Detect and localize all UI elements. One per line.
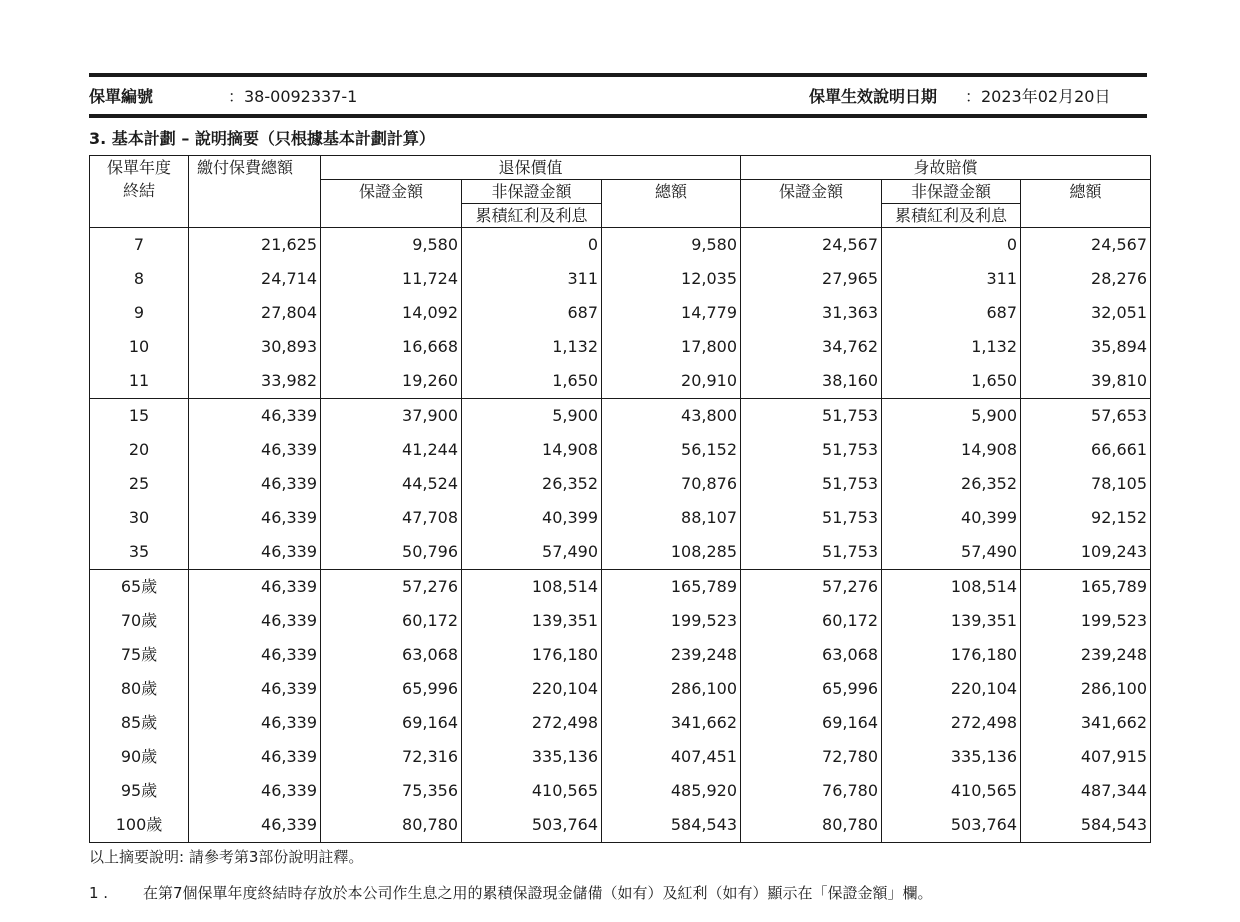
table-cell: 26,352 — [882, 467, 1021, 501]
table-cell: 24,567 — [741, 228, 882, 263]
table-cell: 70歲 — [90, 604, 189, 638]
table-cell: 56,152 — [602, 433, 741, 467]
policy-number-label: 保單編號 — [89, 87, 154, 106]
table-cell: 92,152 — [1021, 501, 1151, 535]
table-cell: 9 — [90, 296, 189, 330]
table-cell: 407,915 — [1021, 740, 1151, 774]
table-cell: 199,523 — [1021, 604, 1151, 638]
table-cell: 14,092 — [321, 296, 462, 330]
table-cell: 76,780 — [741, 774, 882, 808]
table-row — [90, 672, 1151, 706]
table-cell: 80,780 — [741, 808, 882, 843]
table-cell: 31,363 — [741, 296, 882, 330]
table-cell: 335,136 — [882, 740, 1021, 774]
table-cell: 286,100 — [602, 672, 741, 706]
table-cell: 485,920 — [602, 774, 741, 808]
table-cell: 51,753 — [741, 467, 882, 501]
table-cell: 50,796 — [321, 535, 462, 570]
table-cell: 75,356 — [321, 774, 462, 808]
table-cell: 335,136 — [462, 740, 602, 774]
table-cell: 63,068 — [321, 638, 462, 672]
table-cell: 41,244 — [321, 433, 462, 467]
table-cell: 108,514 — [462, 570, 602, 605]
year-header-line1: 保單年度 — [106, 158, 171, 177]
surrender-non-guaranteed-header: 非保證金額 — [462, 180, 602, 204]
table-cell: 239,248 — [1021, 638, 1151, 672]
table-row — [90, 262, 1151, 296]
table-cell: 46,339 — [189, 433, 321, 467]
summary-note: 以上摘要說明: 請參考第3部份說明註釋。 — [89, 848, 364, 866]
table-row — [90, 740, 1151, 774]
table-cell: 28,276 — [1021, 262, 1151, 296]
table-cell: 70,876 — [602, 467, 741, 501]
table-cell: 57,490 — [882, 535, 1021, 570]
table-cell: 165,789 — [1021, 570, 1151, 605]
table-row — [90, 467, 1151, 501]
table-cell: 35,894 — [1021, 330, 1151, 364]
table-cell: 30,893 — [189, 330, 321, 364]
table-cell: 57,276 — [321, 570, 462, 605]
table-cell: 80,780 — [321, 808, 462, 843]
table-cell: 5,900 — [462, 399, 602, 434]
table-cell: 14,908 — [882, 433, 1021, 467]
table-cell: 38,160 — [741, 364, 882, 399]
table-cell: 75歲 — [90, 638, 189, 672]
table-cell: 40,399 — [882, 501, 1021, 535]
table-cell: 272,498 — [462, 706, 602, 740]
table-cell: 32,051 — [1021, 296, 1151, 330]
table-cell: 24,567 — [1021, 228, 1151, 263]
table-cell: 46,339 — [189, 740, 321, 774]
table-cell: 7 — [90, 228, 189, 263]
table-row — [90, 364, 1151, 399]
table-cell: 341,662 — [1021, 706, 1151, 740]
table-cell: 33,982 — [189, 364, 321, 399]
table-cell: 0 — [882, 228, 1021, 263]
table-cell: 1,650 — [882, 364, 1021, 399]
death-benefit-header: 身故賠償 — [741, 156, 1151, 180]
year-header — [90, 156, 189, 228]
table-cell: 57,490 — [462, 535, 602, 570]
table-cell: 1,132 — [462, 330, 602, 364]
table-cell: 46,339 — [189, 467, 321, 501]
table-cell: 14,779 — [602, 296, 741, 330]
table-cell: 220,104 — [882, 672, 1021, 706]
table-cell: 407,451 — [602, 740, 741, 774]
table-cell: 47,708 — [321, 501, 462, 535]
table-cell: 20,910 — [602, 364, 741, 399]
table-cell: 37,900 — [321, 399, 462, 434]
table-cell: 46,339 — [189, 535, 321, 570]
table-cell: 72,780 — [741, 740, 882, 774]
table-cell: 0 — [462, 228, 602, 263]
table-cell: 46,339 — [189, 672, 321, 706]
surrender-accumulated-header: 累積紅利及利息 — [462, 204, 602, 228]
table-cell: 24,714 — [189, 262, 321, 296]
table-cell: 1,132 — [882, 330, 1021, 364]
table-cell: 80歲 — [90, 672, 189, 706]
table-cell: 78,105 — [1021, 467, 1151, 501]
table-cell: 69,164 — [321, 706, 462, 740]
note-item-1 — [89, 882, 933, 904]
table-cell: 27,965 — [741, 262, 882, 296]
table-cell: 43,800 — [602, 399, 741, 434]
table-cell: 9,580 — [321, 228, 462, 263]
table-cell: 20 — [90, 433, 189, 467]
table-cell: 16,668 — [321, 330, 462, 364]
table-cell: 46,339 — [189, 570, 321, 605]
table-cell: 46,339 — [189, 501, 321, 535]
table-cell: 72,316 — [321, 740, 462, 774]
table-cell: 51,753 — [741, 501, 882, 535]
table-row — [90, 433, 1151, 467]
table-row — [90, 296, 1151, 330]
table-cell: 503,764 — [882, 808, 1021, 843]
table-cell: 57,653 — [1021, 399, 1151, 434]
table-cell: 35 — [90, 535, 189, 570]
effective-date-value: ：2023年02月20日 — [965, 87, 1111, 106]
table-cell: 30 — [90, 501, 189, 535]
table-cell: 239,248 — [602, 638, 741, 672]
table-cell: 139,351 — [462, 604, 602, 638]
table-cell: 46,339 — [189, 706, 321, 740]
death-total-header: 總額 — [1021, 180, 1151, 228]
table-cell: 44,524 — [321, 467, 462, 501]
table-cell: 272,498 — [882, 706, 1021, 740]
table-row — [90, 570, 1151, 605]
table-cell: 57,276 — [741, 570, 882, 605]
table-cell: 40,399 — [462, 501, 602, 535]
table-cell: 85歲 — [90, 706, 189, 740]
table-cell: 1,650 — [462, 364, 602, 399]
note-item-1-text: 在第7個保單年度終結時存放於本公司作生息之用的累積保證現金儲備（如有）及紅利（如有）顯示在「保證金額」欄。 — [143, 884, 933, 902]
table-cell: 25 — [90, 467, 189, 501]
policy-number-value: ：38-0092337-1 — [228, 87, 358, 106]
header-rule — [89, 114, 1147, 118]
table-cell: 12,035 — [602, 262, 741, 296]
table-cell: 584,543 — [1021, 808, 1151, 843]
table-cell: 69,164 — [741, 706, 882, 740]
table-cell: 165,789 — [602, 570, 741, 605]
table-cell: 65,996 — [321, 672, 462, 706]
table-cell: 11 — [90, 364, 189, 399]
table-cell: 46,339 — [189, 638, 321, 672]
section-title: 3. 基本計劃 – 說明摘要（只根據基本計劃計算） — [89, 129, 435, 148]
table-cell: 51,753 — [741, 433, 882, 467]
surrender-guaranteed-header: 保證金額 — [321, 180, 462, 228]
death-guaranteed-header: 保證金額 — [741, 180, 882, 228]
illustration-table — [89, 155, 1151, 843]
table-cell: 46,339 — [189, 774, 321, 808]
table-cell: 65歲 — [90, 570, 189, 605]
table-cell: 487,344 — [1021, 774, 1151, 808]
table-cell: 46,339 — [189, 399, 321, 434]
death-non-guaranteed-header: 非保證金額 — [882, 180, 1021, 204]
table-row — [90, 399, 1151, 434]
table-cell: 503,764 — [462, 808, 602, 843]
table-cell: 176,180 — [882, 638, 1021, 672]
table-cell: 410,565 — [462, 774, 602, 808]
year-header-line2: 終結 — [122, 181, 155, 200]
table-cell: 410,565 — [882, 774, 1021, 808]
table-cell: 286,100 — [1021, 672, 1151, 706]
table-cell: 90歲 — [90, 740, 189, 774]
surrender-value-header: 退保價值 — [321, 156, 741, 180]
table-cell: 39,810 — [1021, 364, 1151, 399]
table-cell: 26,352 — [462, 467, 602, 501]
effective-date-label: 保單生效說明日期 — [809, 87, 938, 106]
table-cell: 108,514 — [882, 570, 1021, 605]
table-cell: 46,339 — [189, 808, 321, 843]
table-cell: 11,724 — [321, 262, 462, 296]
table-cell: 109,243 — [1021, 535, 1151, 570]
table-cell: 5,900 — [882, 399, 1021, 434]
table-cell: 687 — [462, 296, 602, 330]
table-row — [90, 535, 1151, 570]
death-accumulated-header: 累積紅利及利息 — [882, 204, 1021, 228]
table-cell: 60,172 — [741, 604, 882, 638]
table-cell: 139,351 — [882, 604, 1021, 638]
table-cell: 51,753 — [741, 399, 882, 434]
table-cell: 46,339 — [189, 604, 321, 638]
table-cell: 341,662 — [602, 706, 741, 740]
table-cell: 66,661 — [1021, 433, 1151, 467]
table-cell: 63,068 — [741, 638, 882, 672]
table-cell: 27,804 — [189, 296, 321, 330]
table-cell: 100歲 — [90, 808, 189, 843]
surrender-total-header: 總額 — [602, 180, 741, 228]
table-row — [90, 330, 1151, 364]
table-cell: 311 — [882, 262, 1021, 296]
table-cell: 19,260 — [321, 364, 462, 399]
table-row — [90, 501, 1151, 535]
table-cell: 15 — [90, 399, 189, 434]
table-row — [90, 228, 1151, 263]
table-cell: 584,543 — [602, 808, 741, 843]
table-cell: 65,996 — [741, 672, 882, 706]
table-cell: 108,285 — [602, 535, 741, 570]
table-cell: 34,762 — [741, 330, 882, 364]
table-cell: 311 — [462, 262, 602, 296]
table-cell: 8 — [90, 262, 189, 296]
table-cell: 17,800 — [602, 330, 741, 364]
table-cell: 95歲 — [90, 774, 189, 808]
table-cell: 176,180 — [462, 638, 602, 672]
table-cell: 220,104 — [462, 672, 602, 706]
table-cell: 199,523 — [602, 604, 741, 638]
top-rule — [89, 73, 1147, 77]
table-row — [90, 774, 1151, 808]
table-row — [90, 706, 1151, 740]
table-cell: 9,580 — [602, 228, 741, 263]
table-cell: 51,753 — [741, 535, 882, 570]
note-item-1-number: 1 . — [89, 884, 109, 902]
table-cell: 10 — [90, 330, 189, 364]
table-cell: 687 — [882, 296, 1021, 330]
table-cell: 14,908 — [462, 433, 602, 467]
table-row — [90, 638, 1151, 672]
table-cell: 21,625 — [189, 228, 321, 263]
table-row — [90, 808, 1151, 843]
table-cell: 60,172 — [321, 604, 462, 638]
premium-header: 繳付保費總額 — [189, 156, 321, 228]
table-row — [90, 604, 1151, 638]
table-cell: 88,107 — [602, 501, 741, 535]
